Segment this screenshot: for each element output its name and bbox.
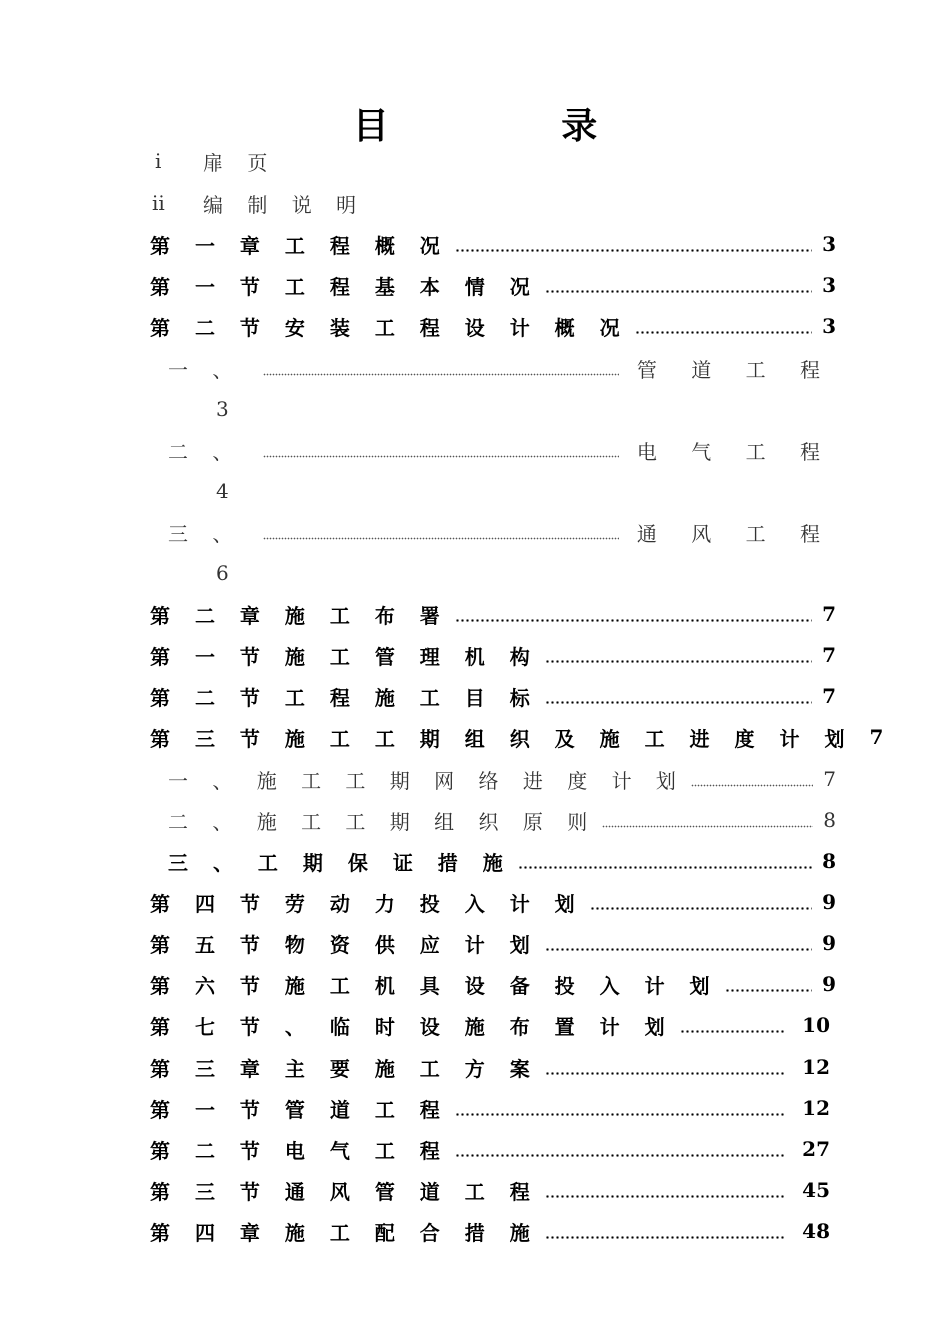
toc-leader bbox=[725, 969, 813, 999]
toc-entry-number: 一 、 bbox=[168, 357, 242, 382]
toc-page-number: 3 bbox=[822, 273, 836, 297]
toc-entry-label: 第 三 章 主 要 施 工 方 案 bbox=[150, 1056, 539, 1081]
toc-entry[interactable] bbox=[168, 764, 836, 794]
toc-entry[interactable] bbox=[168, 435, 834, 465]
toc-entry[interactable] bbox=[150, 1093, 830, 1123]
toc-entry[interactable] bbox=[150, 229, 836, 259]
toc-entry-label: 第 三 节 施 工 工 期 组 织 及 施 工 进 度 计 划 bbox=[150, 726, 854, 751]
toc-page-number: 45 bbox=[802, 1178, 830, 1202]
toc-front-item[interactable] bbox=[155, 146, 276, 176]
toc-leader bbox=[263, 353, 619, 383]
toc-entry-label: 第 五 节 物 资 供 应 计 划 bbox=[150, 932, 539, 957]
toc-entry[interactable] bbox=[168, 805, 836, 835]
toc-entry[interactable] bbox=[150, 722, 884, 752]
toc-page-number: 7 bbox=[822, 684, 836, 708]
toc-page-number: 48 bbox=[802, 1219, 830, 1243]
toc-front-number: ii bbox=[152, 191, 165, 215]
toc-page-number: 9 bbox=[822, 890, 836, 914]
toc-entry[interactable] bbox=[150, 969, 836, 999]
toc-page-number: 9 bbox=[822, 931, 836, 955]
toc-page-number: 7 bbox=[822, 602, 836, 626]
toc-page-number: 4 bbox=[216, 479, 229, 503]
toc-entry-label: 第 六 节 施 工 机 具 设 备 投 入 计 划 bbox=[150, 973, 719, 998]
toc-entry-label: 第 二 节 电 气 工 程 bbox=[150, 1138, 449, 1163]
toc-entry-label: 三 、 工 期 保 证 措 施 bbox=[168, 850, 512, 875]
toc-leader bbox=[518, 846, 812, 876]
toc-entry[interactable] bbox=[150, 928, 836, 958]
toc-page-number: 7 bbox=[822, 643, 836, 667]
toc-entry[interactable] bbox=[150, 1052, 830, 1082]
toc-leader bbox=[545, 681, 812, 711]
toc-page-number: 12 bbox=[802, 1055, 830, 1079]
toc-entry-label: 第 一 节 工 程 基 本 情 况 bbox=[150, 274, 539, 299]
toc-entry-label: 二 、 施 工 工 期 组 织 原 则 bbox=[168, 809, 597, 834]
toc-entry[interactable] bbox=[150, 599, 836, 629]
toc-entry-label: 第 七 节 、 临 时 设 施 布 置 计 划 bbox=[150, 1014, 674, 1039]
toc-entry[interactable] bbox=[150, 681, 836, 711]
toc-entry-label: 通 风 工 程 bbox=[636, 521, 834, 546]
toc-leader bbox=[545, 1175, 784, 1205]
toc-leader bbox=[455, 1093, 784, 1123]
toc-page-number: 3 bbox=[216, 397, 229, 421]
toc-front-label: 扉 页 bbox=[203, 150, 277, 175]
toc-front-item[interactable] bbox=[152, 188, 365, 218]
toc-leader bbox=[545, 928, 812, 958]
toc-entry[interactable] bbox=[150, 887, 836, 917]
toc-leader bbox=[691, 764, 813, 794]
toc-title: 目 录 bbox=[352, 106, 678, 147]
toc-entry[interactable] bbox=[150, 1175, 830, 1205]
toc-entry[interactable] bbox=[150, 311, 836, 341]
toc-entry-label: 第 四 章 施 工 配 合 措 施 bbox=[150, 1220, 539, 1245]
toc-entry-label: 第 二 章 施 工 布 署 bbox=[150, 603, 449, 628]
toc-entry-label: 第 四 节 劳 动 力 投 入 计 划 bbox=[150, 891, 584, 916]
toc-entry-number: 三 、 bbox=[168, 521, 242, 546]
toc-page-number: 27 bbox=[802, 1137, 830, 1161]
toc-leader bbox=[545, 640, 812, 670]
toc-leader bbox=[455, 1134, 784, 1164]
toc-page-number: 3 bbox=[822, 232, 836, 256]
toc-entry-label: 一 、 施 工 工 期 网 络 进 度 计 划 bbox=[168, 768, 685, 793]
toc-leader bbox=[635, 311, 812, 341]
toc-entry-label: 第 二 节 工 程 施 工 目 标 bbox=[150, 685, 539, 710]
toc-entry[interactable] bbox=[150, 1134, 830, 1164]
toc-entry[interactable] bbox=[150, 1216, 830, 1246]
toc-entry[interactable] bbox=[150, 270, 836, 300]
toc-entry-label: 电 气 工 程 bbox=[636, 439, 834, 464]
toc-front-number: i bbox=[155, 149, 162, 173]
toc-entry[interactable] bbox=[168, 846, 836, 876]
toc-page-number: 7 bbox=[869, 725, 884, 749]
toc-entry-label: 第 一 节 施 工 管 理 机 构 bbox=[150, 644, 539, 669]
toc-page-number: 12 bbox=[802, 1096, 830, 1120]
toc-page-number: 8 bbox=[823, 808, 836, 832]
toc-leader bbox=[545, 1052, 784, 1082]
toc-front-label: 编 制 说 明 bbox=[203, 192, 366, 217]
toc-page-number: 9 bbox=[822, 972, 836, 996]
toc-page-number: 3 bbox=[822, 314, 836, 338]
toc-leader bbox=[545, 270, 812, 300]
toc-leader bbox=[545, 1216, 784, 1246]
toc-leader bbox=[263, 435, 619, 465]
toc-page-number: 8 bbox=[822, 849, 836, 873]
toc-entry[interactable] bbox=[168, 353, 834, 383]
toc-leader bbox=[455, 599, 812, 629]
toc-leader bbox=[590, 887, 812, 917]
toc-entry-label: 第 一 章 工 程 概 况 bbox=[150, 233, 449, 258]
toc-entry[interactable] bbox=[168, 517, 834, 547]
toc-entry-number: 二 、 bbox=[168, 439, 242, 464]
toc-entry-label: 管 道 工 程 bbox=[636, 357, 834, 382]
toc-leader bbox=[263, 517, 619, 547]
toc-entry-label: 第 三 节 通 风 管 道 工 程 bbox=[150, 1179, 539, 1204]
toc-page-number: 10 bbox=[802, 1013, 830, 1037]
toc-entry[interactable] bbox=[150, 1010, 830, 1040]
toc-page-number: 6 bbox=[216, 561, 229, 585]
toc-entry-label: 第 二 节 安 装 工 程 设 计 概 况 bbox=[150, 315, 629, 340]
toc-leader bbox=[680, 1010, 785, 1040]
toc-entry-label: 第 一 节 管 道 工 程 bbox=[150, 1097, 449, 1122]
toc-entry[interactable] bbox=[150, 640, 836, 670]
toc-leader bbox=[602, 805, 813, 835]
toc-page-number: 7 bbox=[823, 767, 836, 791]
toc-leader bbox=[455, 229, 812, 259]
